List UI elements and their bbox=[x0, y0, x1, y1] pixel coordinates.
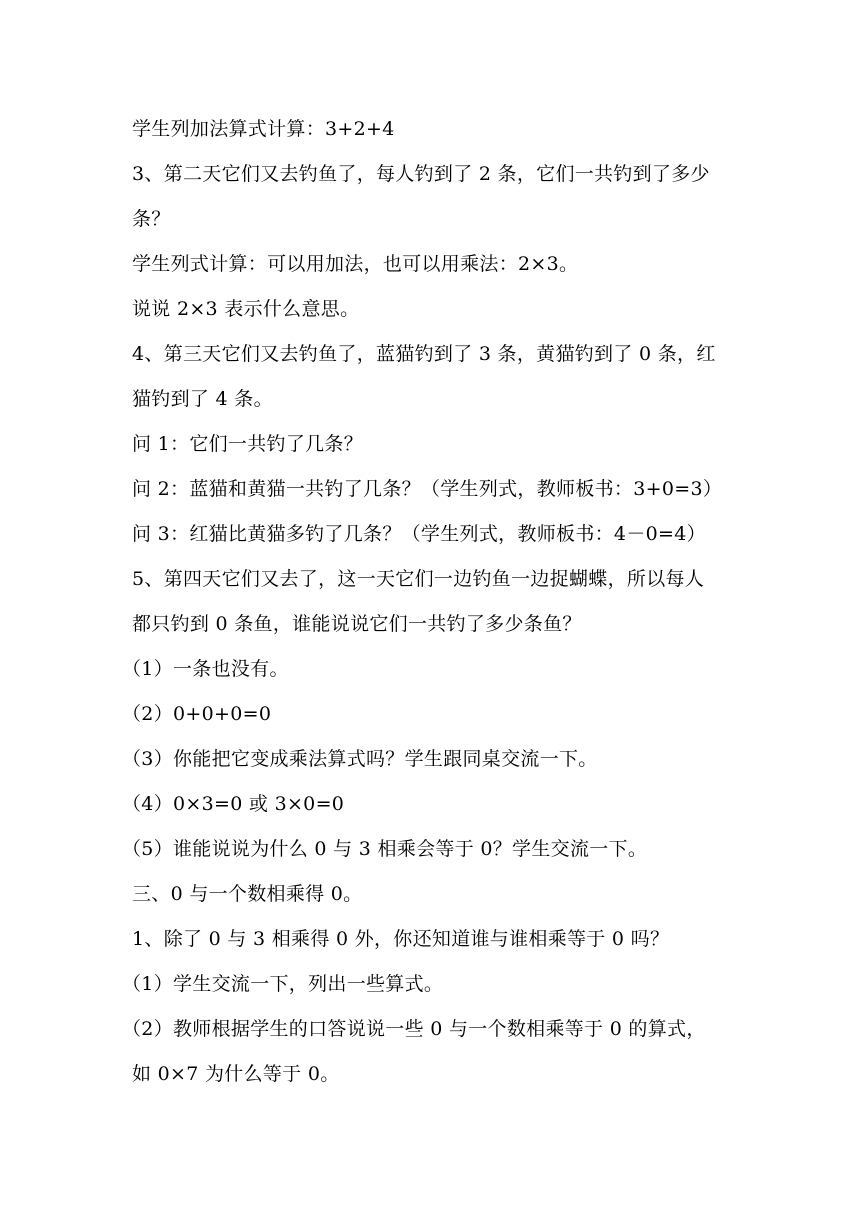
text-line-day-two-question-cont: 条？ bbox=[132, 208, 171, 230]
text-line-section-three-item-1: （1）学生交流一下，列出一些算式。 bbox=[122, 973, 444, 995]
text-line-section-three-q1: 1、除了 0 与 3 相乘得 0 外，你还知道谁与谁相乘等于 0 吗？ bbox=[132, 928, 670, 950]
text-line-question-1: 问 1：它们一共钓了几条？ bbox=[132, 433, 364, 455]
text-line-section-three-item-2: （2）教师根据学生的口答说说一些 0 与一个数相乘等于 0 的算式， bbox=[122, 1018, 706, 1040]
text-line-item-5: （5）谁能说说为什么 0 与 3 相乘会等于 0？学生交流一下。 bbox=[122, 838, 648, 860]
text-line-item-3: （3）你能把它变成乘法算式吗？学生跟同桌交流一下。 bbox=[122, 748, 598, 770]
text-line-item-2: （2）0+0+0=0 bbox=[122, 703, 272, 725]
text-line-student-calc: 学生列式计算：可以用加法，也可以用乘法：2×3。 bbox=[132, 253, 579, 275]
text-line-day-four-cont: 都只钓到 0 条鱼，谁能说说它们一共钓了多少条鱼？ bbox=[132, 613, 582, 635]
text-line-section-three-item-2-cont: 如 0×7 为什么等于 0。 bbox=[132, 1063, 340, 1085]
text-line-day-three-cont: 猫钓到了 4 条。 bbox=[132, 388, 273, 410]
text-line-student-addition: 学生列加法算式计算：3+2+4 bbox=[132, 118, 395, 140]
text-line-question-2: 问 2：蓝猫和黄猫一共钓了几条？（学生列式，教师板书：3+0=3） bbox=[132, 478, 723, 500]
text-line-day-four: 5、第四天它们又去了，这一天它们一边钓鱼一边捉蝴蝶，所以每人 bbox=[132, 568, 705, 590]
text-line-explain-meaning: 说说 2×3 表示什么意思。 bbox=[132, 298, 360, 320]
text-line-item-4: （4）0×3=0 或 3×0=0 bbox=[122, 793, 345, 815]
text-line-day-three: 4、第三天它们又去钓鱼了，蓝猫钓到了 3 条，黄猫钓到了 0 条，红 bbox=[132, 343, 716, 365]
section-heading-three: 三、0 与一个数相乘得 0。 bbox=[132, 883, 363, 905]
text-line-day-two-question: 3、第二天它们又去钓鱼了，每人钓到了 2 条，它们一共钓到了多少 bbox=[132, 163, 710, 185]
text-line-question-3: 问 3：红猫比黄猫多钓了几条？（学生列式，教师板书：4－0=4） bbox=[132, 523, 706, 545]
text-line-item-1: （1）一条也没有。 bbox=[122, 658, 289, 680]
